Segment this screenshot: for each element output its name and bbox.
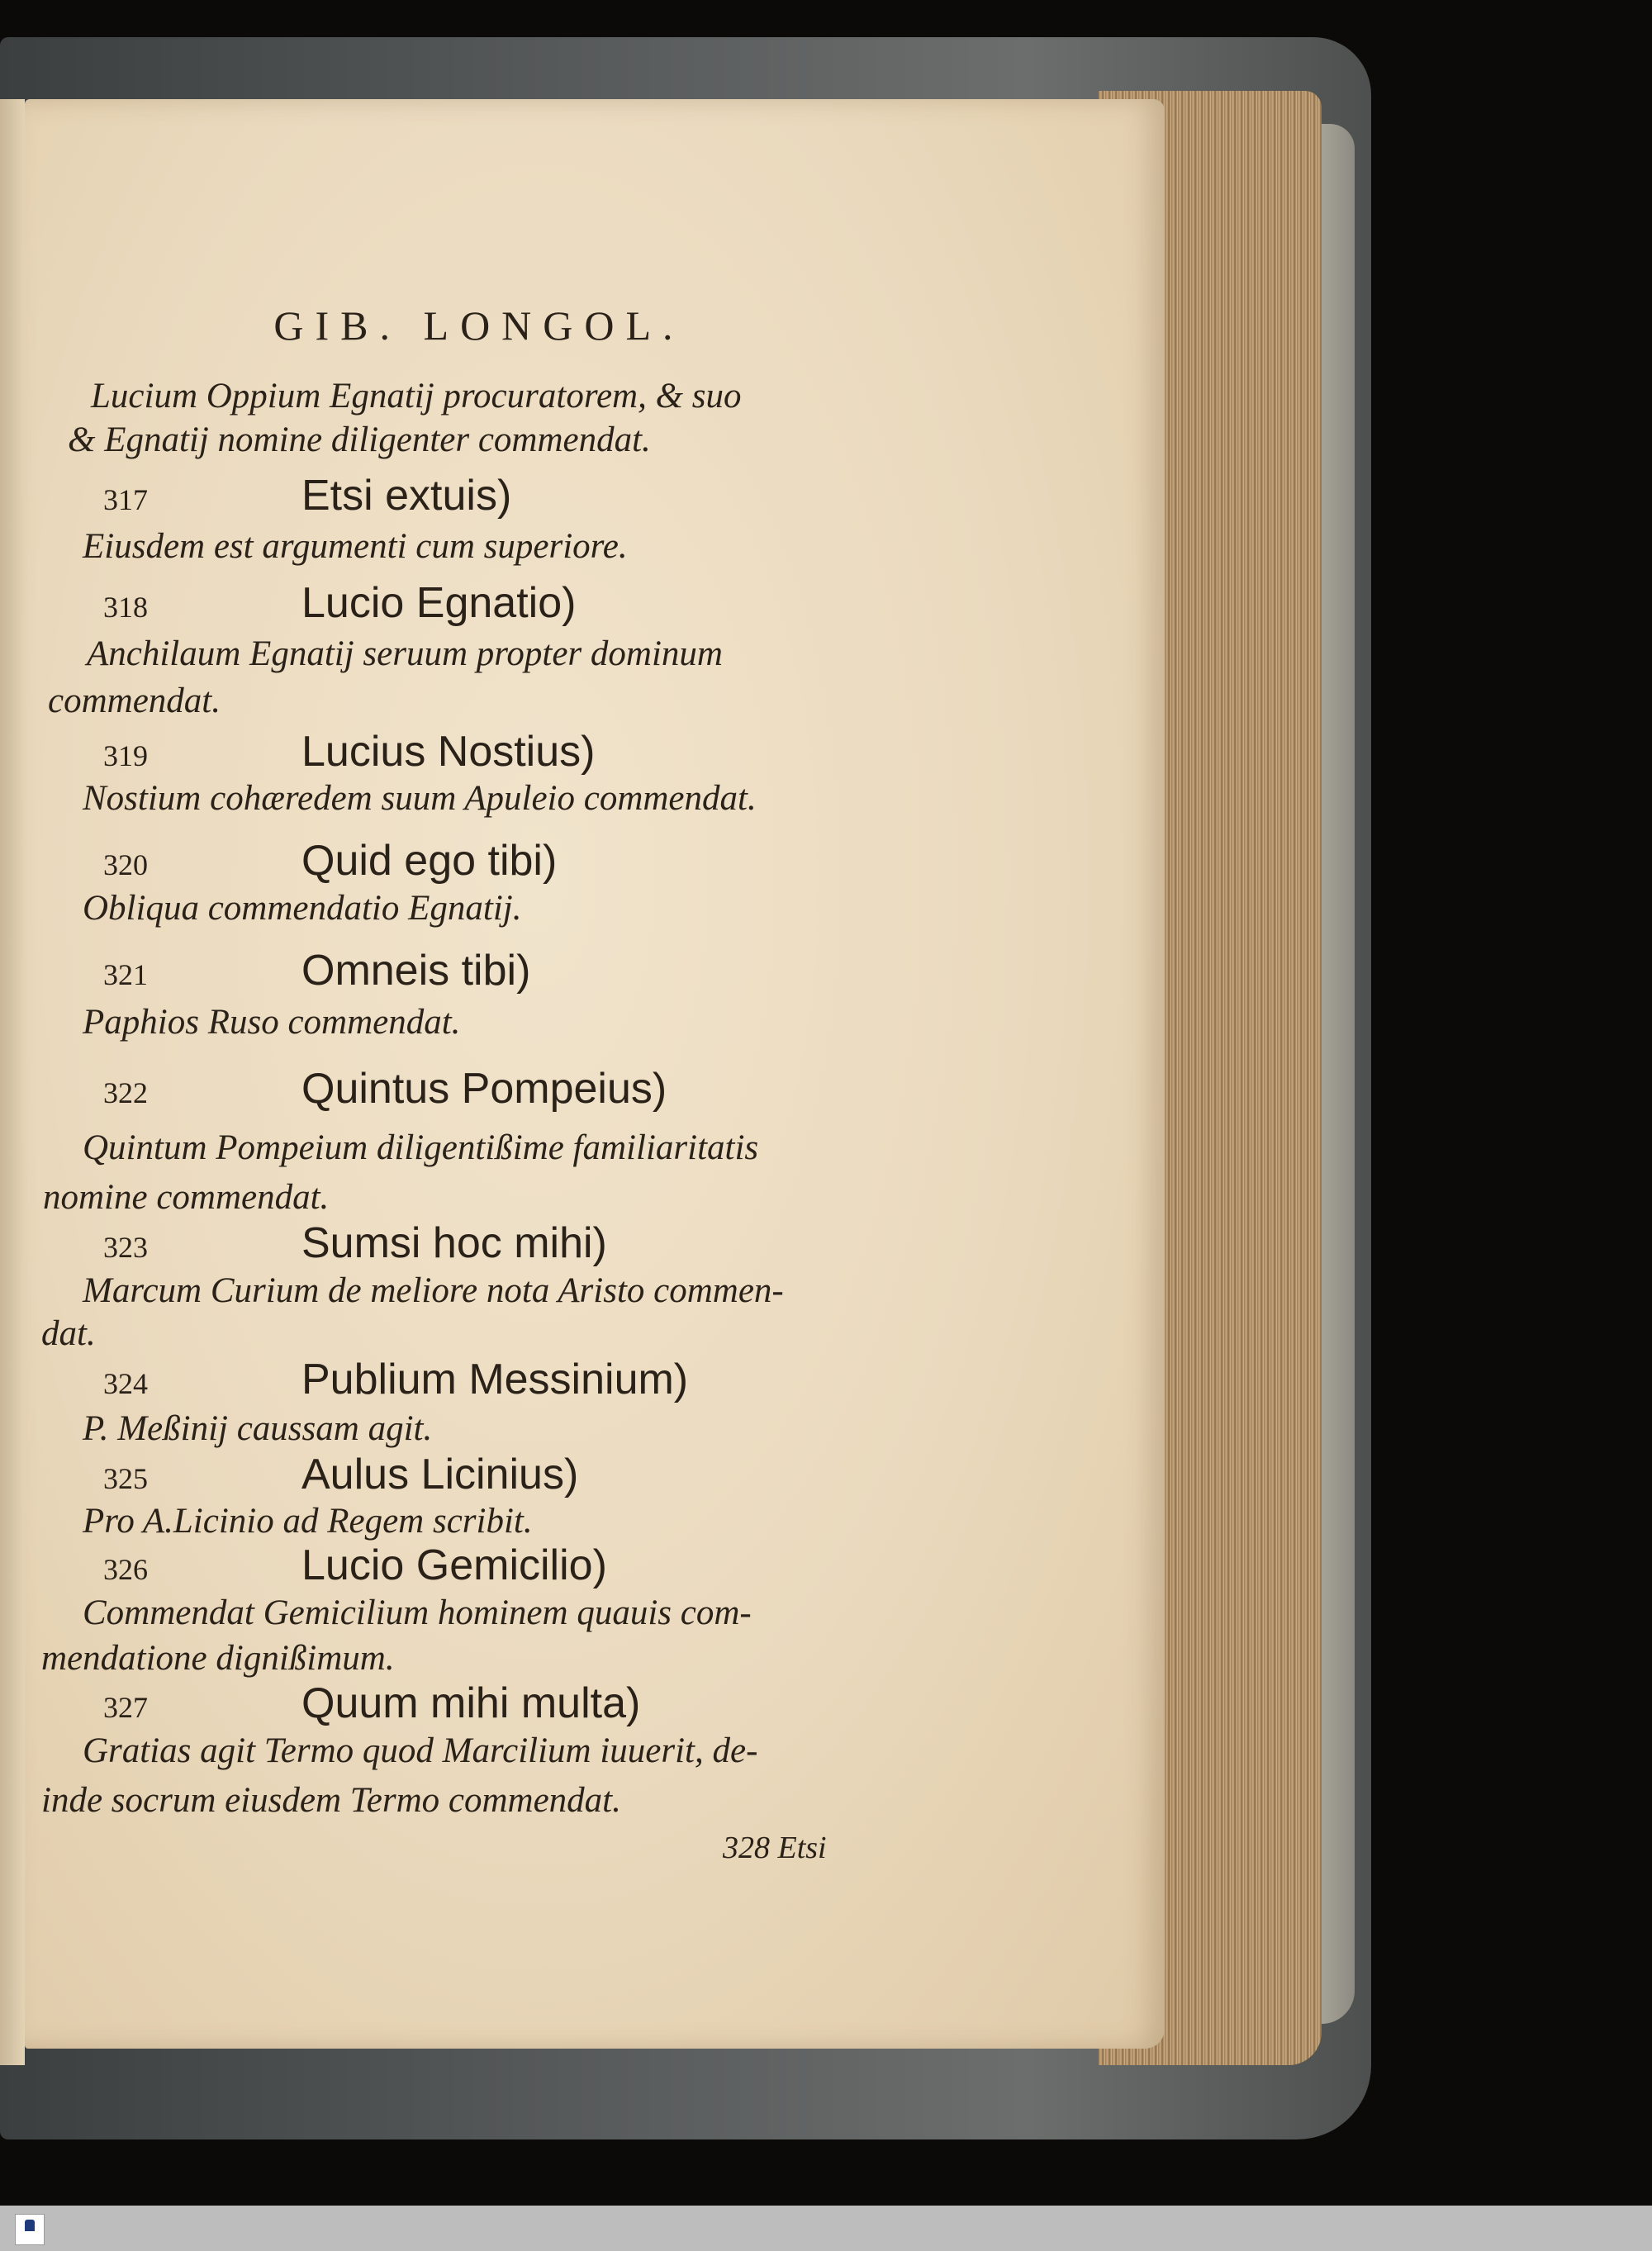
entry-number: 323 [103, 1231, 148, 1264]
entry-line: dat. [41, 1314, 96, 1353]
entry-heading [103, 1064, 847, 1114]
entry-line: Nostium cohæredem suum Apuleio commendat. [83, 779, 757, 818]
logo-mark [25, 2220, 35, 2231]
catchword: 328 Etsi [723, 1831, 827, 1865]
entry-line: Pro A.Licinio ad Regem scribit. [83, 1502, 533, 1541]
entry-number: 317 [103, 483, 148, 516]
entry-heading [103, 727, 847, 776]
entry-line: Obliqua commendatio Egnatij. [83, 889, 522, 928]
entry-number: 320 [103, 848, 148, 881]
entry-heading [103, 836, 847, 886]
entry-number: 319 [103, 739, 148, 772]
entry-line: Anchilaum Egnatij seruum propter dominum [87, 634, 723, 673]
entry-title: Omneis tibi) [301, 947, 531, 995]
viewer-footer [0, 2206, 1652, 2251]
entry-title: Lucio Egnatio) [301, 579, 577, 627]
entry-heading [103, 1355, 847, 1404]
entry-line: P. Meßinij caussam agit. [83, 1409, 433, 1448]
entry-number: 324 [103, 1367, 148, 1400]
left-page-sliver [0, 99, 25, 2065]
entry-line: Eiusdem est argumenti cum superiore. [83, 527, 628, 566]
entry-line: commendat. [48, 681, 221, 720]
entry-title: Etsi extuis) [301, 472, 512, 520]
entry-title: Publium Messinium) [301, 1356, 689, 1403]
entry-line: Marcum Curium de meliore nota Aristo commen- [83, 1271, 784, 1310]
entry-number: 325 [103, 1462, 148, 1495]
entry-title: Quum mihi multa) [301, 1679, 641, 1727]
entry-heading [103, 1218, 847, 1268]
entry-heading [103, 946, 847, 995]
entry-number: 322 [103, 1076, 148, 1109]
entry-line: mendatione dignißimum. [41, 1639, 395, 1678]
entry-number: 326 [103, 1553, 148, 1586]
entry-title: Quintus Pompeius) [301, 1065, 667, 1113]
book-page [25, 99, 1165, 2049]
entry-number: 321 [103, 958, 148, 991]
entry-line: Paphios Ruso commendat. [83, 1003, 461, 1042]
entry-line: nomine commendat. [43, 1178, 330, 1217]
entry-title: Lucio Gemicilio) [301, 1541, 607, 1589]
entry-title: Quid ego tibi) [301, 837, 558, 885]
entry-title: Sumsi hoc mihi) [301, 1219, 607, 1267]
intro-line: & Egnatij nomine diligenter commendat. [68, 420, 651, 459]
entry-heading [103, 471, 847, 520]
entry-number: 327 [103, 1691, 148, 1724]
entry-number: 318 [103, 591, 148, 624]
entry-line: inde socrum eiusdem Termo commendat. [41, 1781, 621, 1820]
entry-heading [103, 578, 847, 628]
entry-line: Gratias agit Termo quod Marcilium iuuerit, de- [83, 1731, 758, 1770]
entry-title: Lucius Nostius) [301, 728, 596, 776]
entry-line: Commendat Gemicilium hominem quauis com- [83, 1593, 752, 1632]
entry-heading [103, 1450, 847, 1499]
intro-line: Lucium Oppium Egnatij procuratorem, & suo [91, 377, 742, 416]
running-head: GIB. LONGOL. [273, 302, 685, 349]
entry-heading [103, 1679, 847, 1728]
library-logo-icon [15, 2214, 45, 2245]
entry-heading [103, 1541, 847, 1590]
entry-title: Aulus Licinius) [301, 1451, 579, 1498]
entry-line: Quintum Pompeium diligentißime familiaritatis [83, 1128, 759, 1167]
